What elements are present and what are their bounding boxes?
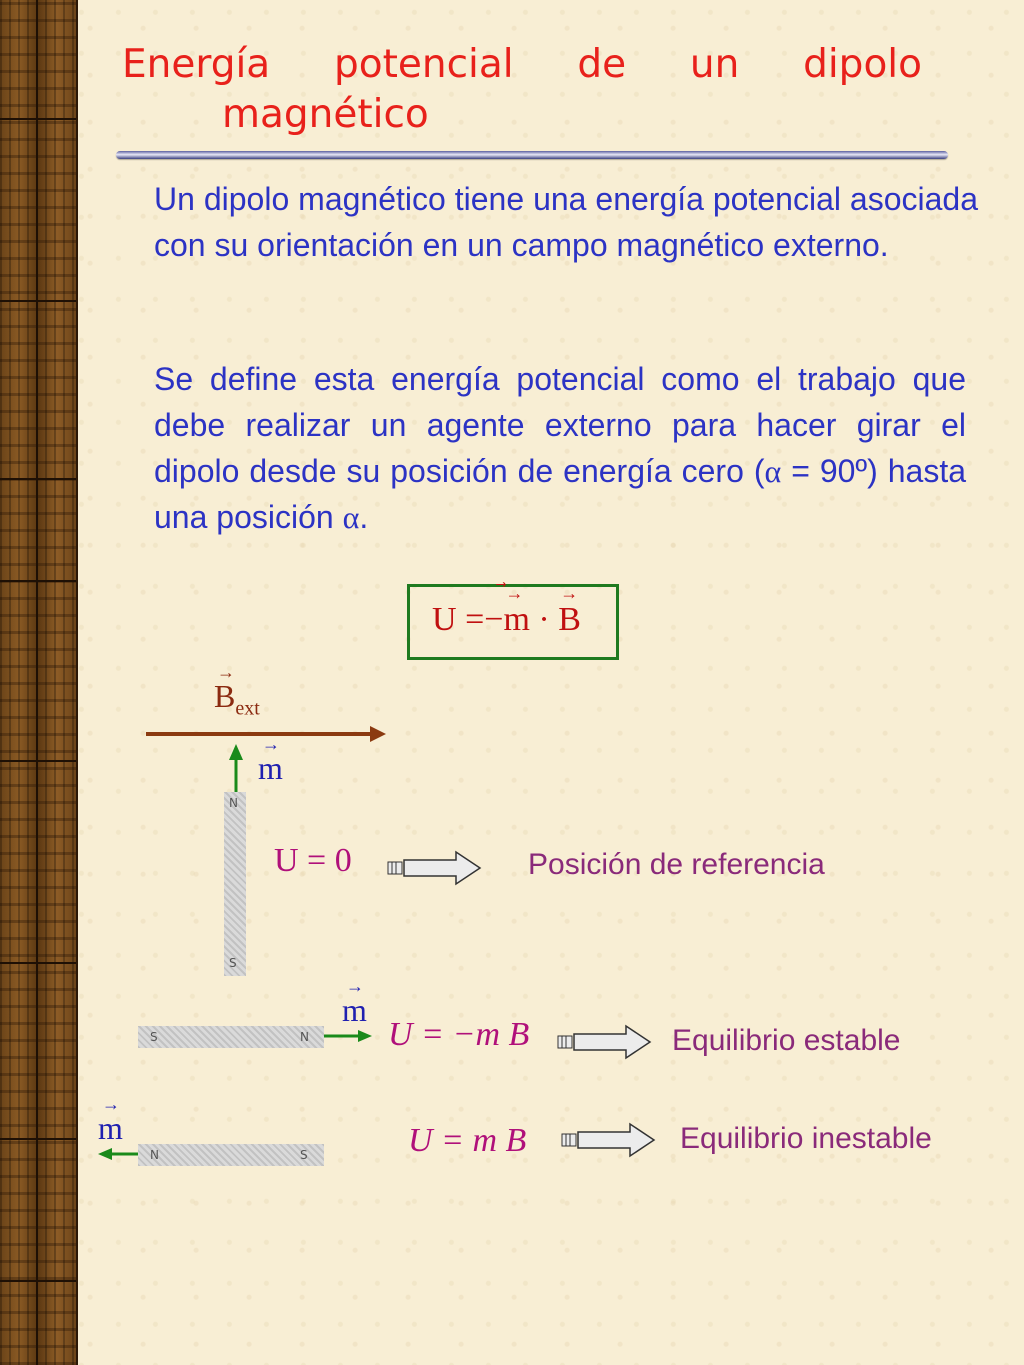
- title-line2: magnético: [222, 92, 429, 137]
- south-pole: S: [150, 1030, 158, 1044]
- field-label: B → $_{ext}$: [214, 662, 260, 720]
- main-equation: U =−m → · B →: [432, 583, 581, 638]
- alpha-symbol: α: [342, 499, 360, 535]
- case-equation-2: U = −m B: [388, 1016, 530, 1053]
- alpha-symbol: α: [764, 453, 782, 489]
- definition-paragraph: Se define esta energía potencial como el trabajo que debe realizar un agente externo para hacer girar el dipolo desde su posición de energía cero (α = 90º) hasta una posición α.: [154, 361, 967, 535]
- moment-label-3: m →: [98, 1094, 123, 1146]
- title-word: Energía: [122, 42, 271, 87]
- case-equation-1: U = 0: [274, 842, 352, 879]
- moment-label-1: m →: [258, 734, 283, 786]
- north-pole: N: [229, 796, 238, 810]
- south-pole: S: [229, 956, 237, 970]
- title-word: dipolo: [803, 42, 922, 87]
- case-label-2: Equilibrio estable: [672, 1024, 901, 1057]
- case-label-1: Posición de referencia: [528, 848, 825, 881]
- case-label-3: Equilibrio inestable: [680, 1122, 932, 1155]
- title-word: de: [577, 42, 627, 87]
- north-pole: N: [150, 1148, 159, 1162]
- north-pole: N: [300, 1030, 309, 1044]
- case-equation-3: U = m B: [408, 1122, 527, 1159]
- title-word: un: [689, 42, 740, 87]
- intro-paragraph: Un dipolo magnético tiene una energía potencial asociada con su orientación en un campo magnético externo.: [154, 181, 978, 263]
- title-word: potencial: [333, 42, 514, 87]
- south-pole: S: [300, 1148, 308, 1162]
- moment-label-2: m →: [342, 976, 367, 1028]
